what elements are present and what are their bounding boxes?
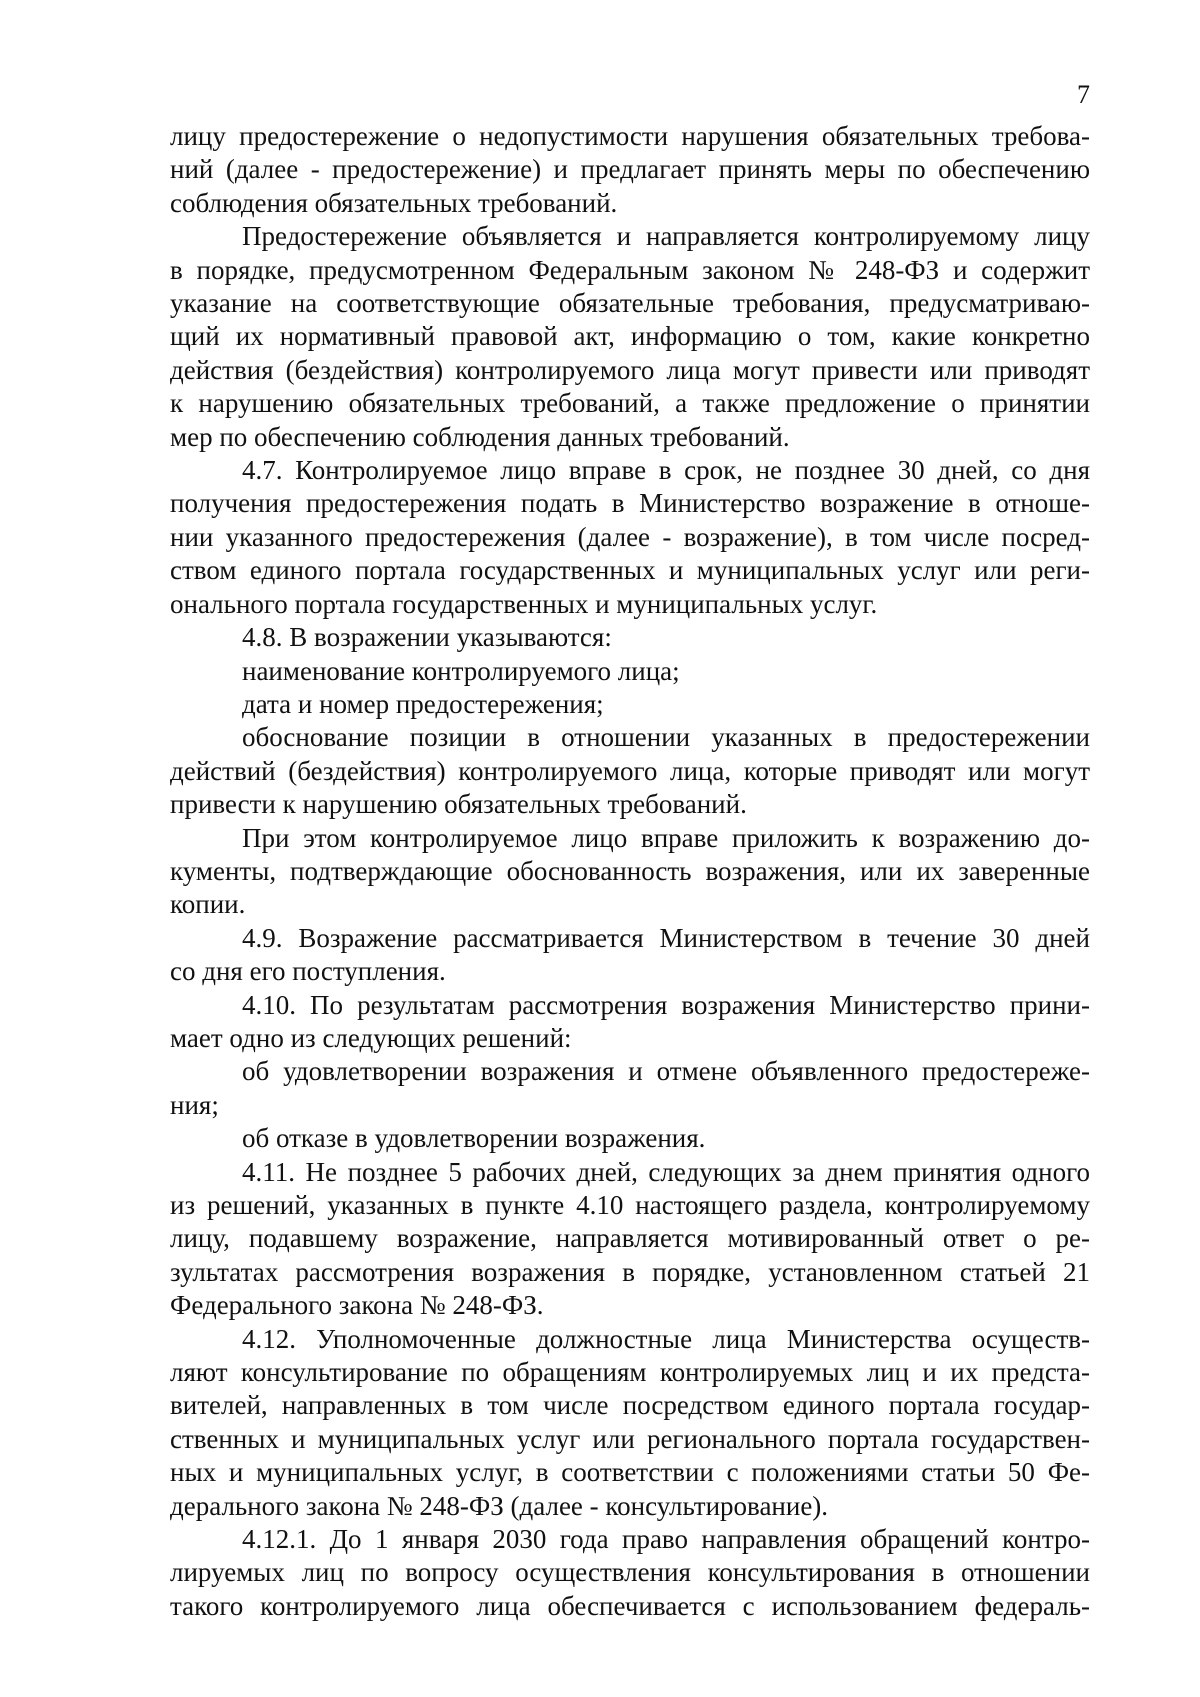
text-line: к нарушению обязательных требований, а также предложение о принятии xyxy=(170,388,1090,419)
text-line: такого контролируемого лица обеспечивается с использованием федераль- xyxy=(170,1590,1090,1621)
text-line: ний (далее - предостережение) и предлагает принять меры по обеспечению xyxy=(170,154,1090,185)
text-line: лицу, подавшему возражение, направляется мотивированный ответ о ре- xyxy=(170,1223,1090,1254)
text-line: наименование контролируемого лица; xyxy=(242,655,680,686)
text-line: 4.12.1. До 1 января 2030 года право направления обращений контро- xyxy=(242,1524,1090,1555)
text-line: 4.9. Возражение рассматривается Министерством в течение 30 дней xyxy=(242,922,1090,953)
text-line: лируемых лиц по вопросу осуществления консультирования в отношении xyxy=(170,1557,1090,1588)
text-line: мер по обеспечению соблюдения данных требований. xyxy=(170,421,790,452)
text-line: указание на соответствующие обязательные требования, предусматриваю- xyxy=(170,288,1090,319)
text-line: со дня его поступления. xyxy=(170,956,446,987)
text-line: мает одно из следующих решений: xyxy=(170,1022,572,1053)
text-line: копии. xyxy=(170,889,246,920)
text-line: об отказе в удовлетворении возражения. xyxy=(242,1123,706,1154)
text-line: дерального закона № 248-ФЗ (далее - консультирование). xyxy=(170,1490,829,1521)
document-body xyxy=(170,120,1090,1623)
text-line: Федерального закона № 248-ФЗ. xyxy=(170,1290,544,1321)
text-line: соблюдения обязательных требований. xyxy=(170,187,618,218)
text-line: ляют консультирование по обращениям контролируемых лиц и их предста- xyxy=(170,1357,1090,1388)
text-line: привести к нарушению обязательных требований. xyxy=(170,789,747,820)
text-line: в порядке, предусмотренном Федеральным законом № 248-ФЗ и содержит xyxy=(170,254,1090,285)
text-line: получения предостережения подать в Министерство возражение в отноше- xyxy=(170,488,1090,519)
text-line: 4.12. Уполномоченные должностные лица Министерства осуществ- xyxy=(242,1323,1090,1354)
text-line: 4.11. Не позднее 5 рабочих дней, следующих за днем принятия одного xyxy=(242,1156,1090,1187)
text-line: 4.7. Контролируемое лицо вправе в срок, не позднее 30 дней, со дня xyxy=(242,455,1090,486)
text-line: кументы, подтверждающие обоснованность возражения, или их заверенные xyxy=(170,855,1090,886)
text-line: обоснование позиции в отношении указанных в предостережении xyxy=(242,722,1090,753)
text-line: онального портала государственных и муниципальных услуг. xyxy=(170,588,878,619)
text-line: зультатах рассмотрения возражения в порядке, установленном статьей 21 xyxy=(170,1256,1090,1287)
text-line: действий (бездействия) контролируемого лица, которые приводят или могут xyxy=(170,755,1090,786)
text-line: 4.10. По результатам рассмотрения возражения Министерство прини- xyxy=(242,989,1090,1020)
text-line: ственных и муниципальных услуг или регионального портала государствен- xyxy=(170,1423,1090,1454)
text-line: ством единого портала государственных и муниципальных услуг или реги- xyxy=(170,555,1090,586)
text-line: вителей, направленных в том числе посредством единого портала государ- xyxy=(170,1390,1090,1421)
text-line: ных и муниципальных услуг, в соответствии с положениями статьи 50 Фе- xyxy=(170,1457,1090,1488)
text-line: Предостережение объявляется и направляется контролируемому лицу xyxy=(242,221,1090,252)
text-line: лицу предостережение о недопустимости нарушения обязательных требова- xyxy=(170,121,1090,151)
text-line: об удовлетворении возражения и отмене объявленного предостереже- xyxy=(242,1056,1090,1087)
text-line: ния; xyxy=(170,1089,219,1120)
text-line: 4.8. В возражении указываются: xyxy=(242,622,612,653)
text-line: действия (бездействия) контролируемого лица могут привести или приводят xyxy=(170,354,1090,385)
text-line: дата и номер предостережения; xyxy=(242,688,604,719)
page-number: 7 xyxy=(1077,80,1090,109)
text-line: При этом контролируемое лицо вправе приложить к возражению до- xyxy=(242,822,1090,853)
text-line: щий их нормативный правовой акт, информацию о том, какие конкретно xyxy=(170,321,1090,352)
text-line: нии указанного предостережения (далее - возражение), в том числе посред- xyxy=(170,521,1090,552)
text-line: из решений, указанных в пункте 4.10 настоящего раздела, контролируемому xyxy=(170,1190,1090,1220)
